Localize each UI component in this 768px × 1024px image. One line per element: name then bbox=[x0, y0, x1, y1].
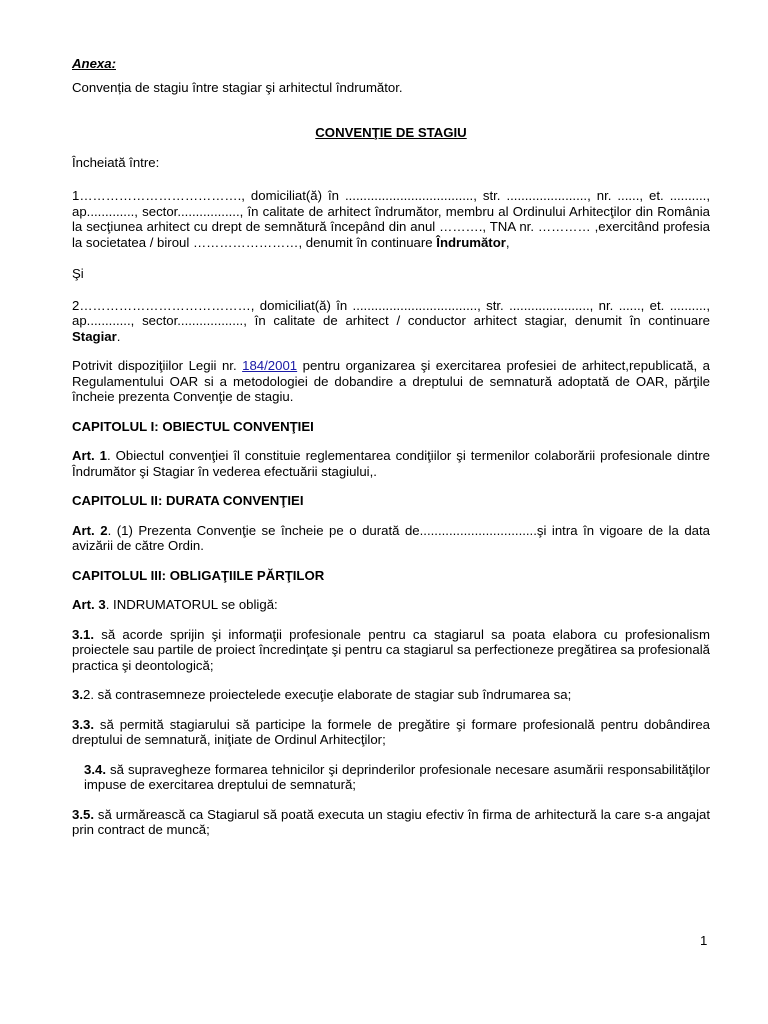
clause-3-5: 3.5. să urmărească ca Stagiarul să poată executa un stagiu efectiv în firma de arhitectură la care s-a angajat prin contract de muncă; bbox=[72, 806, 710, 837]
party1-paragraph: 1………………………………., domiciliat(ă) în ..................................., str. ......................, nr. ......, et. .........., ap............., sector................., în calitate de arhitect îndrumător, membru al Ordinului Arhitecţilor din România la secţiunea arhitect cu drept de semnătură începând din anul ………., TNA nr. ………… ,exercitând profesia la societatea / biroul ……………………, denumit în continuare Îndrumător, bbox=[72, 188, 710, 250]
chapter1-heading: CAPITOLUL I: OBIECTUL CONVENŢIEI bbox=[72, 418, 314, 434]
party2-paragraph: 2…………………………………, domiciliat(ă) în .................................., str. ......................, nr. ......, et. .........., ap............, sector.................., în calitate de arhitect / conductor arhitect stagiar, denumit în continuare Stagiar. bbox=[72, 297, 710, 344]
page-number: 1 bbox=[700, 933, 708, 948]
clause-3-2: 3.2. să contrasemneze proiectelede execuţie elaborate de stagiar sub îndrumarea sa; bbox=[72, 687, 572, 702]
annex-subtitle: Convenția de stagiu între stagiar şi arhitectul îndrumător. bbox=[72, 79, 403, 95]
clause-3-1: 3.1. să acorde sprijin şi informaţii profesionale pentru ca stagiarul sa poata elabora cu profesionalism proiectele sau partile de proiect încredinţate şi pentru ca stagiarul sa perfectioneze pregătirea sa profesională practica şi deontologică; bbox=[72, 626, 710, 673]
chapter2-heading: CAPITOLUL II: DURATA CONVENŢIEI bbox=[72, 493, 304, 508]
chapter3-heading: CAPITOLUL III: OBLIGAŢIILE PĂRŢILOR bbox=[72, 567, 325, 583]
clause-3-4: 3.4. să supravegheze formarea tehnicilor şi deprinderilor profesionale necesare asumării responsabilităţilor impuse de exercitarea dreptului de semnatură; bbox=[84, 761, 710, 792]
intro-text: Încheiată între: bbox=[72, 154, 160, 170]
legal-paragraph: Potrivit dispoziţiilor Legii nr. 184/2001 pentru organizarea şi exercitarea profesiei de arhitect,republicată, a Regulamentului OAR si a metodologiei de dobandire a dreptului de semnatură adoptată de OAR, părţile încheie prezenta Convenţie de stagiu. bbox=[72, 358, 710, 404]
article1: Art. 1. Obiectul convenţiei îl constituie reglementarea condiţiilor şi termenilor colaborării profesionale dintre Îndrumător şi Stagiar în vederea efectuării stagiului,. bbox=[72, 448, 710, 479]
article2: Art. 2. (1) Prezenta Convenţie se încheie pe o durată de................................şi intra în vigoare de la data avizării de către Ordin. bbox=[72, 522, 710, 553]
article3: Art. 3. INDRUMATORUL se obligă: bbox=[72, 597, 278, 612]
document-title: CONVENŢIE DE STAGIU bbox=[315, 125, 467, 140]
annex-label: Anexa: bbox=[72, 56, 116, 71]
and-text: Şi bbox=[72, 266, 84, 281]
law-link[interactable]: 184/2001 bbox=[242, 358, 298, 373]
clause-3-3: 3.3. să permită stagiarului să participe la formele de pregătire şi formare profesională pentru dobândirea dreptului de semnatură, iniţiate de Ordinul Arhitecţilor; bbox=[72, 716, 710, 747]
document-page bbox=[72, 56, 710, 838]
